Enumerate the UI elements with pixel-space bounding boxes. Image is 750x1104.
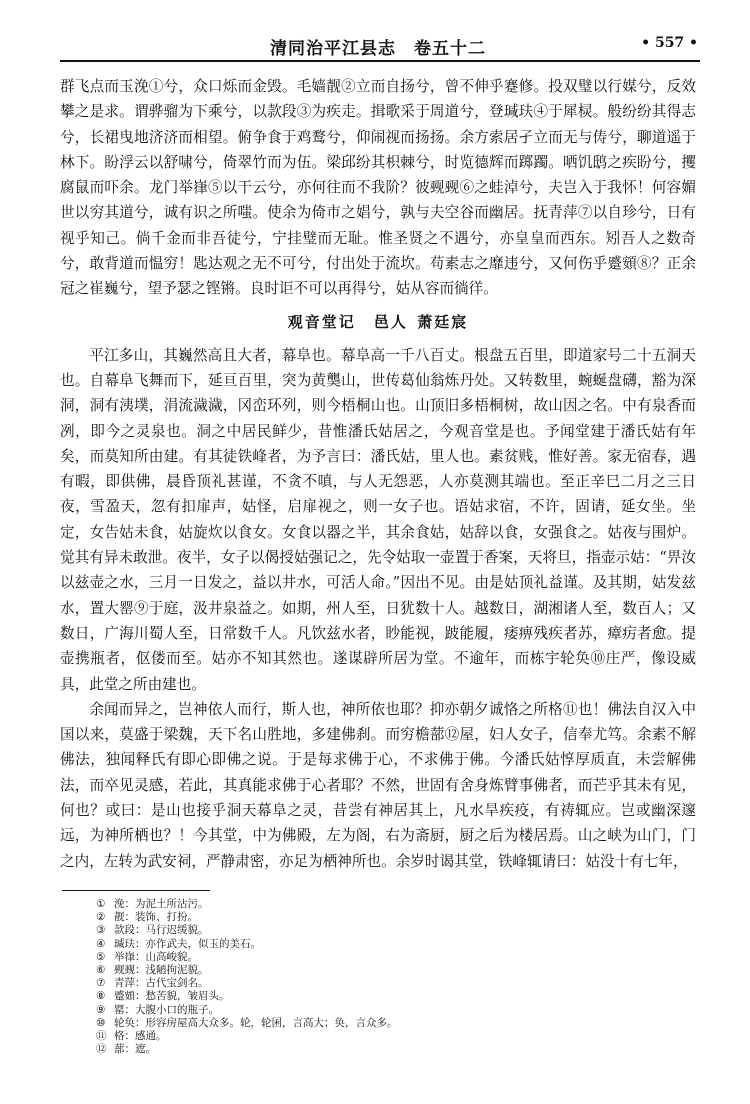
footnote-number: ④ <box>96 937 106 950</box>
footnote <box>96 911 656 924</box>
footnote-text: 款段：马行迟缓貌。 <box>114 924 209 937</box>
footnote-number: ⑧ <box>96 990 106 1003</box>
footnote <box>96 1043 656 1056</box>
footnote-text: 轮奂：形容房屋高大众多。轮，轮囷，言高大；奂，言众多。 <box>114 1016 398 1029</box>
page-number: • 557 • <box>641 35 698 51</box>
footnote-text: 靓：装饰、打扮。 <box>114 911 198 924</box>
footnote-text: 瑊玞：亦作武夫，似玉的美石。 <box>114 937 261 950</box>
footnote-divider <box>62 890 210 891</box>
footnote-text: 蔀：遮。 <box>114 1043 156 1056</box>
footnote <box>96 938 656 951</box>
footnote-number: ⑤ <box>96 950 106 963</box>
running-header <box>60 30 700 62</box>
footnote <box>96 977 656 990</box>
footnote <box>96 951 656 964</box>
footnotes <box>96 898 656 1056</box>
footnote <box>96 964 656 977</box>
footnote-text: 蹙頞：愁苦貌，皱眉头。 <box>114 990 230 1003</box>
footnote-text: 浼：为泥土所沾污。 <box>114 898 209 910</box>
footnote-number: ⑩ <box>96 1016 106 1029</box>
footnote-text: 举嵂：山高峻貌。 <box>114 950 198 963</box>
footnote-text: 觋觋：浅陋拘泥貌。 <box>114 964 209 977</box>
footnote-number: ⑫ <box>96 1043 107 1056</box>
footnote-number: ⑦ <box>96 977 106 990</box>
footnote <box>96 1030 656 1043</box>
footnote <box>96 924 656 937</box>
header-title: 清同治平江县志 卷五十二 <box>270 39 486 59</box>
essay-heading <box>60 310 696 334</box>
author-place: 邑人 <box>373 312 408 331</box>
footnote-number: ⑨ <box>96 1003 106 1016</box>
main-text <box>60 74 696 874</box>
footnote <box>96 990 656 1003</box>
footnote-text: 青萍：古代宝剑名。 <box>114 977 209 990</box>
footnote-number: ③ <box>96 924 106 937</box>
footnote-number: ② <box>96 911 106 924</box>
footnote-number: ⑥ <box>96 964 106 977</box>
poem-continuation-paragraph: 群飞点而玉浼①兮，众口烁而金毁。毛嫱靓②立而自扬兮，曾不伸乎蹇修。投双璧以行媒兮，反效攀之是求。谓骅骝为下乘兮，以款段③为疾走。揖歌采于周道兮，登瑊玞④于犀棂。般纷纷其得志兮，长裙曳地济济而相望。俯争食于鸡鹜兮，仰闹视而扬扬。余方索居孑立而无与俦兮，聊道遥于林下。盼浮云以舒啸兮，倚翠竹而为伍。梁邱纷其枳棘兮，时览德辉而踯躅。哂饥鸱之疾盼兮，攫腐鼠而吓余。龙门举嵂⑤以干云兮，亦何往而不我阶？彼觋觋⑥之蛙淖兮，夫岂入于我怀！何容媚世以穷其道兮，诚有识之所嗤。使余为倚市之娼兮，孰与夫空谷而幽居。抚青萍⑦以自珍兮，日有视乎知己。倘千金而非吾徒兮，宁挂璧而无耻。惟圣贤之不遇兮，亦皇皇而西东。矧吾人之数奇兮，敢背道而愠穷！匙达观之无不可兮，付出处于流坎。苟素志之靡违兮，又何伤乎蹙頞⑧？正余冠之崔巍兮，望予瑟之铿锵。良时讵不可以再得兮，姑从容而徜徉。 <box>60 78 696 298</box>
essay-title: 观音堂记 <box>287 312 356 331</box>
footnote <box>96 898 656 911</box>
footnote-number: ⑪ <box>96 1030 107 1043</box>
footnote-text: 格：感通。 <box>114 1030 167 1043</box>
footnote-number: ① <box>96 898 106 910</box>
footnote-text: 罂：大腹小口的瓶子。 <box>114 1003 219 1016</box>
author-name: 萧廷宸 <box>417 312 469 331</box>
essay-paragraph-2: 余闻而异之，岂神依人而行，斯人也，神所依也耶？抑亦朝夕诚恪之所格⑪也！佛法自汉入中国以来，莫盛于梁魏，天下名山胜地，多建佛刹。而穷檐蔀⑫屋，妇人女子，信奉尤笃。余素不解佛法，独闻释氏有即心即佛之说。于是每求佛于心，不求佛于佛。今潘氏姑惇厚质直，未尝解佛法，而卒见灵感，若此，其真能求佛于心者耶？不然，世固有舍身炼臂事佛者，而芒乎其未有见，何也？或曰：是山也接乎洞天幕阜之灵，昔尝有神居其上，凡水旱疾疫，有祷辄应。岂或幽深邃远，为神所栖也？！今其堂，中为佛殿，左为阁，右为斋厨，厨之后为楼居焉。山之峡为山门，门之内，左转为武安祠，严静肃密，亦足为栖神所也。余岁时谒其堂，铁峰辄请曰：姑没十有七年， <box>60 700 696 870</box>
footnote <box>96 1017 656 1030</box>
essay-paragraph-1: 平江多山，其巍然高且大者，幕阜也。幕阜高一千八百丈。根盘五百里，即道家号二十五洞天也。自幕阜飞舞而下，延亘百里，突为黄龑山，世传葛仙翁炼丹处。又转数里，蜿蜒盘礴，豁为深洞，洞有洟墣，涓流濊濊，冈峦环列，则今梧桐山也。山顶旧多梧桐树，故山因之名。中有泉香而冽，即今之灵泉也。洞之中居民鲜少，昔惟潘氏姑居之，今观音堂是也。予闻堂建于潘氏姑有年矣，而莫知所由建。有其徒铁峰者，为予言曰：潘氏姑，里人也。素贫贱，惟好善。家无宿春，遇有暇，即供佛，晨昏顶礼甚谨，不贪不嗔，与人无怨恶，人亦莫测其端也。至正辛巳二月之三日夜，雪盈天，忽有扣扉声，姑怪，启扉视之，则一女子也。语姑求宿，不许，固请，延女坐。坐定，女告姑未食，姑旋炊以食女。女食以器之半，其余食姑，姑辞以食，女强食之。姑夜与围炉。觉其有异未敢泄。夜半，女子以偈授姑强记之，先令姑取一壶置于香案，天将旦，指壶示姑：“畀汝以兹壶之水，三月一日发之，益以井水，可活人命。”因出不见。由是姑顶礼益谨。及其期，姑发兹水，置大罂⑨于庭，汲井泉益之。如期，州人至，日犹数十人。越数日，湖湘诸人至，数百人；又数日，广海川蜀人至，日常数千人。凡饮兹水者，眇能视，跛能履，痿痹残疾者苏，瘴疠者愈。提壶携瓶者，伛偻而至。姑亦不知其然也。遂谋辟所居为堂。不逾年，而栋宇轮奂⑩庄严，像设威具，此堂之所由建也。 <box>60 346 696 693</box>
footnote <box>96 1004 656 1017</box>
